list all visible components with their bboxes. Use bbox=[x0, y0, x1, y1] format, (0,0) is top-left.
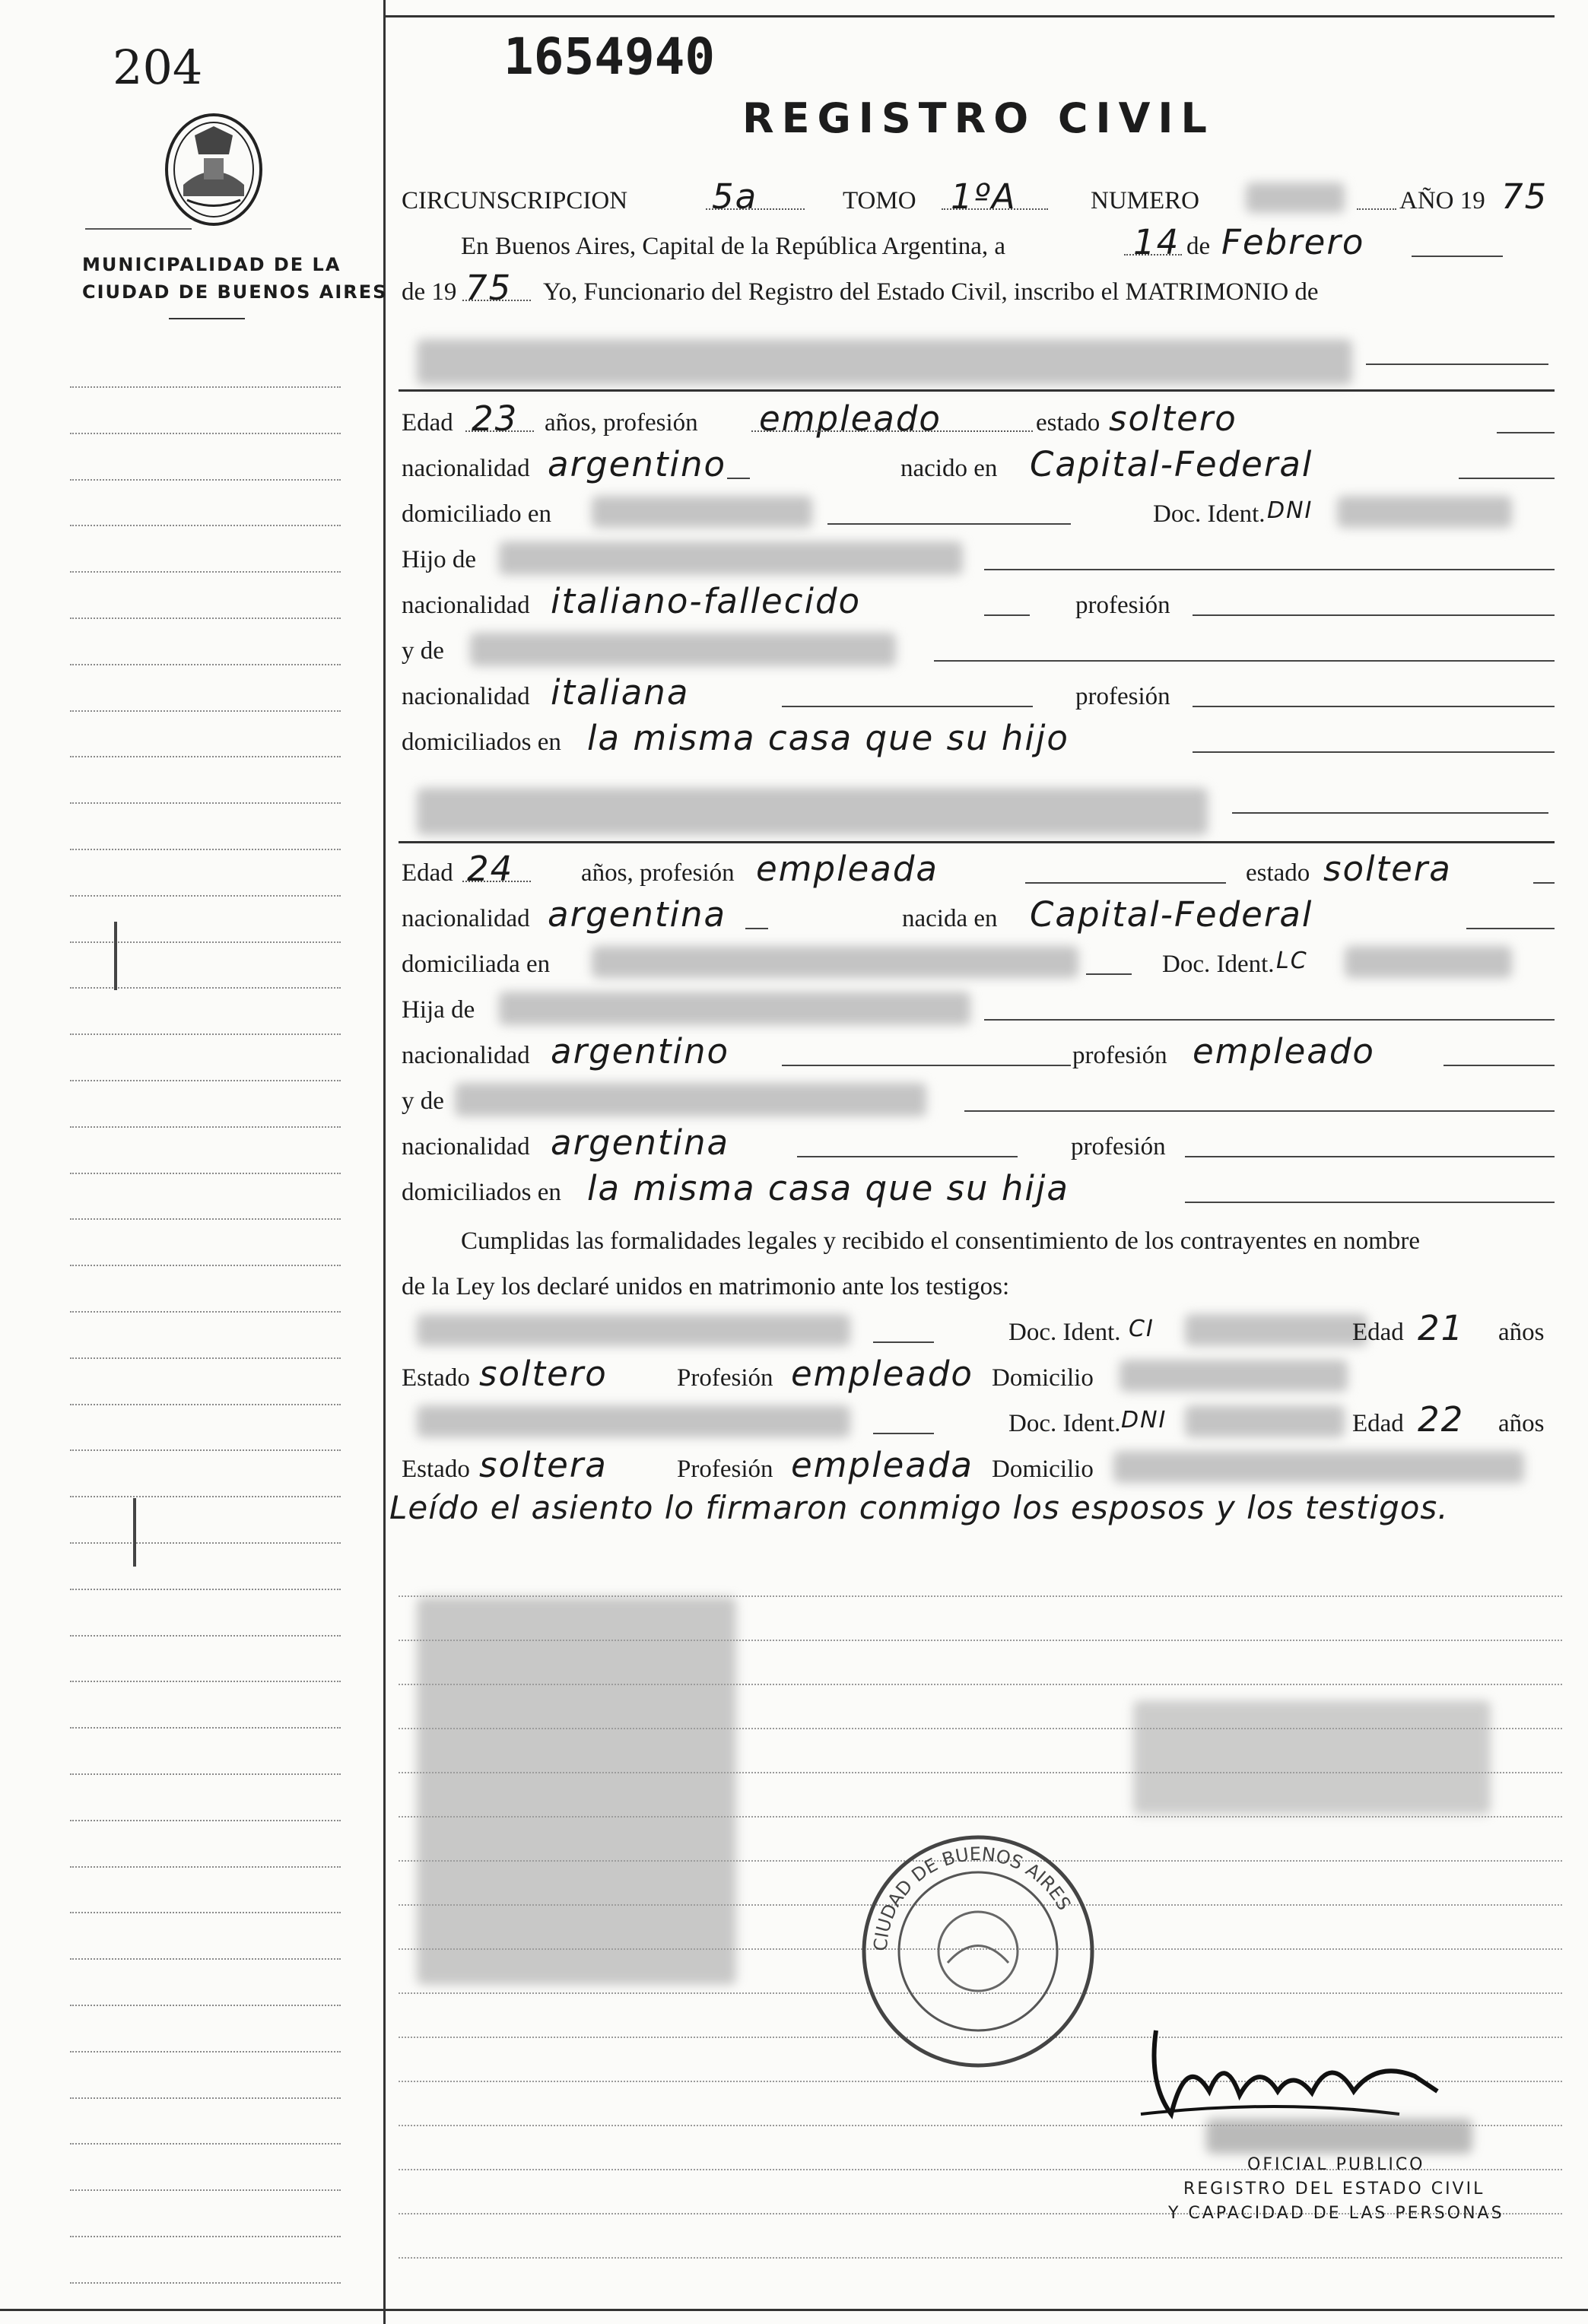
y-de-label: y de bbox=[402, 637, 444, 665]
margin-rule bbox=[70, 2051, 341, 2053]
tomo-value: 1ºA bbox=[951, 176, 1017, 217]
groom-edad-label: Edad bbox=[402, 409, 453, 437]
groom-domiciliados-value: la misma casa que su hijo bbox=[587, 718, 1069, 758]
municipal-header-rule bbox=[169, 318, 245, 319]
witness1-estado-value: soltero bbox=[479, 1354, 608, 1394]
bride-madre-prof-label: profesión bbox=[1071, 1133, 1166, 1160]
bride-block-rule bbox=[399, 841, 1555, 843]
margin-rule bbox=[70, 895, 341, 897]
witness2-domicilio-label: Domicilio bbox=[992, 1456, 1094, 1483]
witness1-domicilio-redacted bbox=[1120, 1360, 1348, 1392]
groom-nacido-value: Capital-Federal bbox=[1030, 444, 1313, 484]
margin-rule bbox=[70, 756, 341, 757]
left-margin-rule bbox=[383, 0, 386, 2324]
bride-nacida-value: Capital-Federal bbox=[1030, 894, 1313, 935]
bride-profesion-value: empleada bbox=[756, 849, 939, 889]
groom-nacido-label: nacido en bbox=[900, 455, 998, 482]
official-title-line2: REGISTRO DEL ESTADO CIVIL bbox=[1183, 2180, 1485, 2199]
margin-rule bbox=[70, 433, 341, 434]
groom-profesion-value: empleado bbox=[759, 398, 942, 439]
witness2-anios-label: años bbox=[1498, 1410, 1545, 1437]
groom-domicilio-redacted bbox=[592, 496, 812, 528]
acta-number: 1654940 bbox=[503, 27, 716, 86]
margin-rule bbox=[70, 802, 341, 804]
signature-right-redacted bbox=[1133, 1700, 1491, 1814]
margin-rule bbox=[70, 2282, 341, 2284]
row-groom-domiciliados bbox=[402, 718, 1558, 771]
margin-rule bbox=[70, 664, 341, 665]
margin-rule bbox=[70, 2189, 341, 2191]
witness2-doc-label: Doc. Ident. bbox=[1008, 1410, 1121, 1437]
closing-statement: Leído el asiento lo firmaron conmigo los esposos y los testigos. bbox=[389, 1489, 1449, 1526]
row-groom-nacionalidad bbox=[402, 444, 1558, 497]
witness2-edad-label: Edad bbox=[1352, 1410, 1404, 1437]
groom-estado-value: soltero bbox=[1109, 398, 1237, 439]
row-cumplidas bbox=[402, 1227, 1558, 1270]
witness1-name-redacted bbox=[417, 1314, 850, 1346]
margin-rule bbox=[70, 479, 341, 481]
top-rule bbox=[383, 15, 1555, 17]
margin-rule bbox=[70, 941, 341, 943]
margin-rule bbox=[70, 1589, 341, 1590]
margin-rule bbox=[70, 1542, 341, 1544]
margin-rule bbox=[70, 1681, 341, 1682]
bride-doc-tipo: LC bbox=[1276, 948, 1308, 974]
groom-nacionalidad-label: nacionalidad bbox=[402, 455, 530, 482]
margin-rule bbox=[70, 1727, 341, 1729]
groom-father-redacted bbox=[499, 541, 963, 575]
bride-nacida-label: nacida en bbox=[902, 905, 998, 932]
body-rule bbox=[399, 2257, 1562, 2259]
dia-value: 14 bbox=[1133, 222, 1180, 262]
bride-domiciliados-value: la misma casa que su hija bbox=[587, 1168, 1069, 1208]
margin-rule bbox=[70, 1311, 341, 1313]
row-bride-domicilio bbox=[402, 948, 1558, 993]
bride-nacionalidad-value: argentina bbox=[548, 894, 727, 935]
witness2-edad-value: 22 bbox=[1418, 1399, 1465, 1440]
margin-rule bbox=[70, 849, 341, 850]
row-intro-b bbox=[402, 268, 1558, 321]
margin-rule bbox=[70, 1912, 341, 1913]
bride-estado-value: soltera bbox=[1323, 849, 1452, 889]
groom-padre-nac-label: nacionalidad bbox=[402, 592, 530, 619]
official-stamp-icon bbox=[856, 1830, 1100, 2073]
row-circunscripcion bbox=[402, 176, 1548, 230]
row-intro-a bbox=[402, 222, 1542, 275]
witness1-doc-label: Doc. Ident. bbox=[1008, 1319, 1121, 1346]
witness1-doc-tipo: CI bbox=[1129, 1316, 1154, 1342]
witness1-anios-label: años bbox=[1498, 1319, 1545, 1346]
groom-domiciliado-label: domiciliado en bbox=[402, 500, 552, 528]
margin-rule bbox=[70, 1866, 341, 1868]
margin-pin-mark bbox=[114, 922, 117, 990]
witness1-edad-value: 21 bbox=[1418, 1308, 1465, 1348]
signature-left-redacted bbox=[417, 1597, 736, 1985]
witness1-estado-label: Estado bbox=[402, 1364, 470, 1392]
stamp-text: CIUDAD DE BUENOS AIRES bbox=[869, 1843, 1075, 1952]
row-groom-padre-nac bbox=[402, 581, 1558, 634]
margin-rule bbox=[70, 1080, 341, 1081]
groom-padre-nac-value: italiano-fallecido bbox=[551, 581, 862, 621]
margin-rule bbox=[70, 1635, 341, 1637]
mes-value: Febrero bbox=[1221, 222, 1365, 262]
bride-padre-nac-label: nacionalidad bbox=[402, 1042, 530, 1069]
groom-madre-nac-value: italiana bbox=[551, 672, 690, 713]
numero-value-redacted bbox=[1246, 183, 1345, 213]
row-witness1-info bbox=[402, 1354, 1558, 1407]
margin-rule bbox=[70, 1449, 341, 1451]
groom-doc-label: Doc. Ident. bbox=[1153, 500, 1266, 528]
official-signature bbox=[1126, 2008, 1445, 2137]
groom-doc-tipo: DNI bbox=[1267, 497, 1313, 524]
row-bride-domiciliados bbox=[402, 1168, 1558, 1221]
witness2-name-redacted bbox=[417, 1405, 850, 1437]
groom-estado-label: estado bbox=[1036, 409, 1100, 437]
margin-rule bbox=[70, 1773, 341, 1775]
official-title-line3: Y CAPACIDAD DE LAS PERSONAS bbox=[1168, 2204, 1504, 2223]
bride-name-redacted bbox=[417, 788, 1208, 835]
witness1-profesion-value: empleado bbox=[791, 1354, 973, 1394]
bride-madre-nac-label: nacionalidad bbox=[402, 1133, 530, 1160]
margin-rule bbox=[70, 386, 341, 388]
municipal-header-line1: MUNICIPALIDAD DE LA bbox=[82, 254, 341, 275]
circunscripcion-value: 5a bbox=[712, 176, 758, 217]
hija-de-label: Hija de bbox=[402, 996, 475, 1024]
bride-doc-redacted bbox=[1345, 946, 1512, 978]
margin-rule bbox=[70, 1404, 341, 1405]
groom-domiciliados-label: domiciliados en bbox=[402, 729, 561, 756]
margin-rule bbox=[70, 2143, 341, 2145]
groom-mother-redacted bbox=[470, 633, 896, 666]
witness2-doc-tipo: DNI bbox=[1121, 1407, 1167, 1433]
groom-madre-prof-label: profesión bbox=[1075, 683, 1170, 710]
margin-rule bbox=[70, 1126, 341, 1128]
margin-rule bbox=[70, 1033, 341, 1035]
circunscripcion-label: CIRCUNSCRIPCION bbox=[402, 187, 628, 214]
bride-domiciliada-label: domiciliada en bbox=[402, 951, 551, 978]
margin-rule bbox=[70, 2236, 341, 2237]
anio-value: 75 bbox=[1501, 176, 1548, 217]
anio2-value: 75 bbox=[465, 268, 513, 308]
bride-y-de-label: y de bbox=[402, 1087, 444, 1115]
groom-nacionalidad-value: argentino bbox=[548, 444, 727, 484]
witness1-profesion-label: Profesión bbox=[677, 1364, 773, 1392]
ley-text: de la Ley los declaré unidos en matrimonio ante los testigos: bbox=[402, 1273, 1010, 1300]
margin-pin-mark bbox=[133, 1498, 136, 1567]
page-title: REGISTRO CIVIL bbox=[742, 94, 1215, 142]
witness1-domicilio-label: Domicilio bbox=[992, 1364, 1094, 1392]
de-label: de bbox=[1186, 233, 1211, 260]
bride-padre-nac-value: argentino bbox=[551, 1031, 730, 1072]
row-bride-nacionalidad bbox=[402, 894, 1558, 948]
witness1-doc-redacted bbox=[1185, 1314, 1367, 1346]
margin-rule bbox=[70, 1958, 341, 1960]
margin-rule bbox=[70, 1173, 341, 1174]
witness2-profesion-label: Profesión bbox=[677, 1456, 773, 1483]
groom-anios-label: años, profesión bbox=[545, 409, 698, 437]
numero-label: NUMERO bbox=[1091, 187, 1200, 214]
hijo-de-label: Hijo de bbox=[402, 546, 477, 573]
margin-rule bbox=[70, 525, 341, 526]
margin-rule bbox=[70, 571, 341, 573]
margin-rule bbox=[70, 1496, 341, 1497]
margin-rule bbox=[70, 2005, 341, 2006]
groom-block-rule bbox=[399, 389, 1555, 392]
groom-name-redacted bbox=[417, 339, 1352, 385]
folio-number: 204 bbox=[113, 40, 203, 95]
municipal-header-line2: CIUDAD DE BUENOS AIRES bbox=[82, 281, 388, 303]
intro-a-text: En Buenos Aires, Capital de la República Argentina, a bbox=[461, 233, 1006, 260]
official-title-line1: OFICIAL PUBLICO bbox=[1247, 2155, 1425, 2174]
margin-rule bbox=[70, 1218, 341, 1220]
witness2-estado-value: soltera bbox=[479, 1445, 608, 1485]
bride-father-redacted bbox=[499, 992, 970, 1025]
seal-underline bbox=[85, 228, 192, 230]
margin-rule bbox=[70, 987, 341, 989]
groom-padre-prof-label: profesión bbox=[1075, 592, 1170, 619]
witness1-edad-label: Edad bbox=[1352, 1319, 1404, 1346]
witness2-doc-redacted bbox=[1185, 1405, 1345, 1437]
bride-nacionalidad-label: nacionalidad bbox=[402, 905, 530, 932]
tomo-label: TOMO bbox=[843, 187, 916, 214]
intro-b-text: Yo, Funcionario del Registro del Estado Civil, inscribo el MATRIMONIO de bbox=[543, 278, 1319, 306]
official-name-redacted bbox=[1206, 2119, 1472, 2154]
margin-rule bbox=[70, 618, 341, 619]
bride-padre-prof-value: empleado bbox=[1193, 1031, 1375, 1072]
margin-rule bbox=[70, 2097, 341, 2099]
bride-domicilio-redacted bbox=[592, 946, 1078, 978]
bride-domiciliados-label: domiciliados en bbox=[402, 1179, 561, 1206]
bride-edad-label: Edad bbox=[402, 859, 453, 887]
bride-mother-redacted bbox=[455, 1083, 926, 1116]
row-ley bbox=[402, 1273, 1558, 1316]
bottom-rule bbox=[0, 2309, 1588, 2311]
row-groom-domicilio bbox=[402, 497, 1558, 543]
coat-of-arms-icon bbox=[157, 113, 271, 227]
groom-doc-redacted bbox=[1337, 496, 1512, 528]
groom-edad-value: 23 bbox=[472, 398, 519, 439]
row-bride-padre-nac bbox=[402, 1031, 1558, 1084]
bride-edad-value: 24 bbox=[467, 849, 514, 889]
margin-rule bbox=[70, 1265, 341, 1266]
cumplidas-text: Cumplidas las formalidades legales y recibido el consentimiento de los contrayentes en nombre bbox=[461, 1227, 1420, 1255]
de19-label: de 19 bbox=[402, 278, 457, 306]
bride-doc-label: Doc. Ident. bbox=[1162, 951, 1275, 978]
groom-madre-nac-label: nacionalidad bbox=[402, 683, 530, 710]
witness2-domicilio-redacted bbox=[1113, 1451, 1524, 1483]
bride-estado-label: estado bbox=[1246, 859, 1310, 887]
bride-padre-prof-label: profesión bbox=[1072, 1042, 1167, 1069]
bride-anios-label: años, profesión bbox=[581, 859, 735, 887]
witness2-profesion-value: empleada bbox=[791, 1445, 973, 1485]
margin-rule bbox=[70, 710, 341, 712]
witness2-estado-label: Estado bbox=[402, 1456, 470, 1483]
margin-rule bbox=[70, 1357, 341, 1359]
anio-label: AÑO 19 bbox=[1399, 187, 1485, 214]
margin-rule bbox=[70, 1820, 341, 1821]
bride-madre-nac-value: argentina bbox=[551, 1122, 730, 1163]
